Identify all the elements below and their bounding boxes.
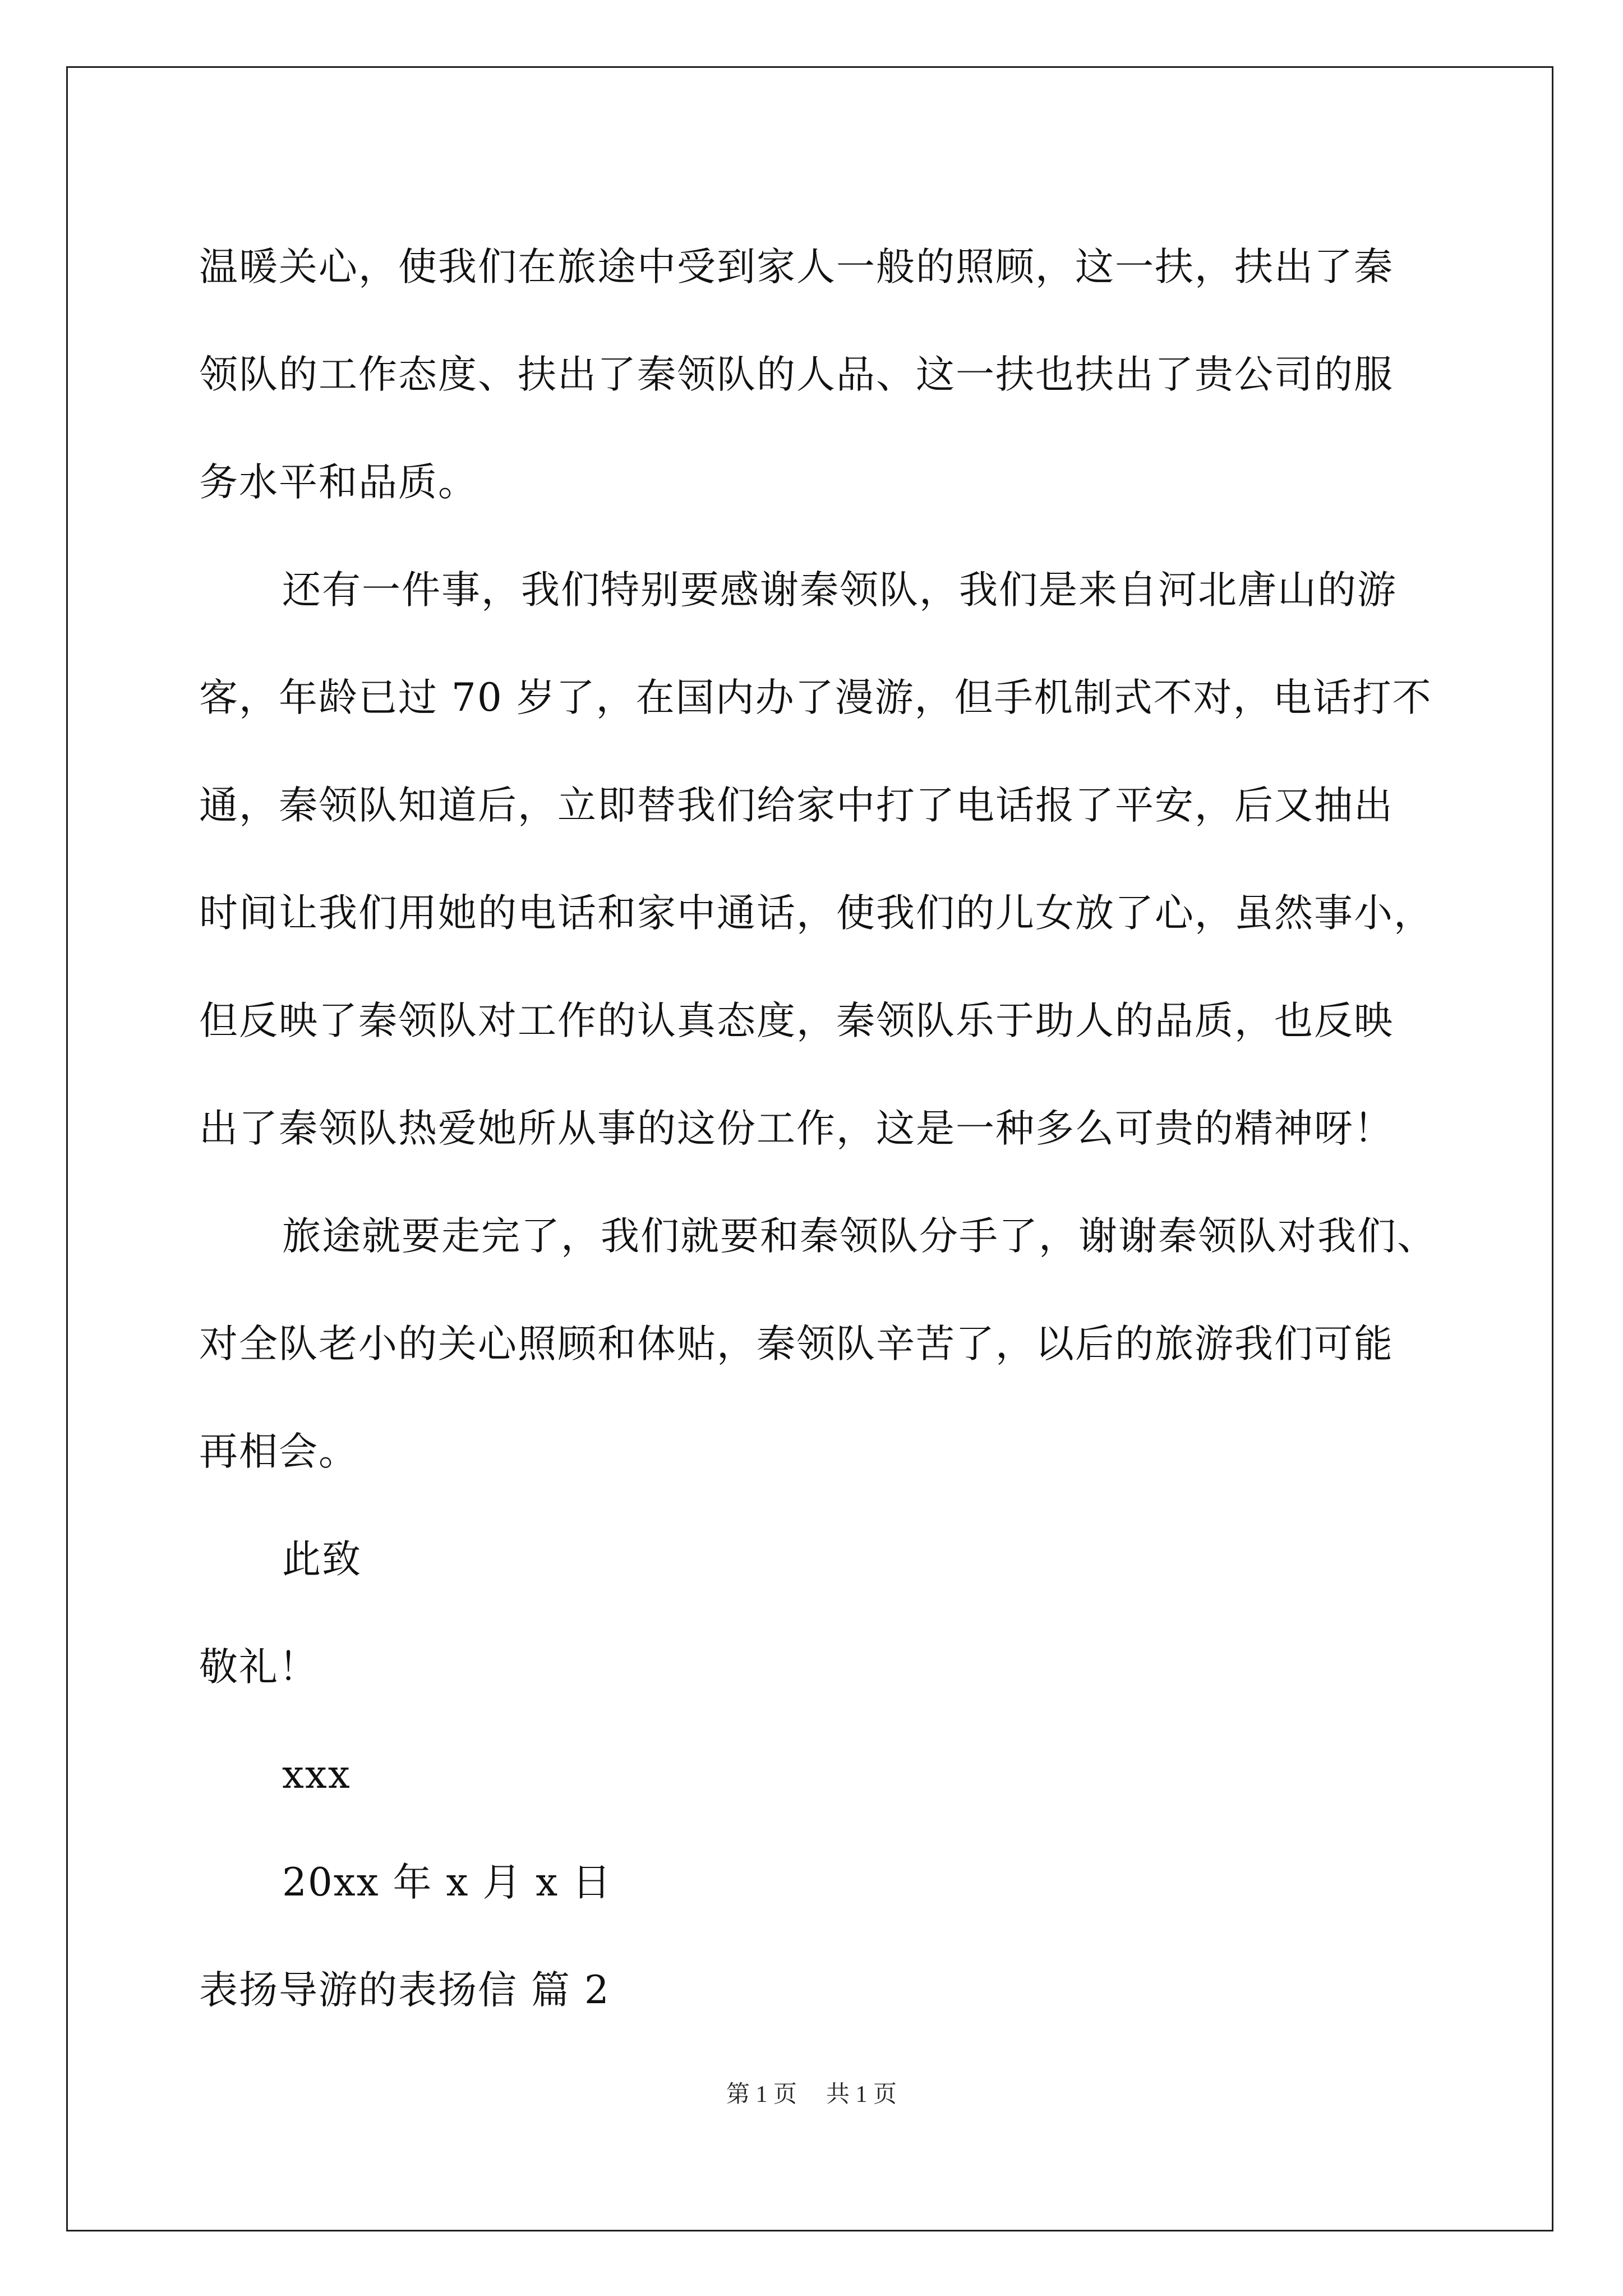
body-line: 务水平和品质。 bbox=[199, 460, 478, 505]
body-line: 出了秦领队热爱她所从事的这份工作，这是一种多么可贵的精神呀！ bbox=[199, 1106, 1394, 1151]
page-footer bbox=[0, 2076, 1623, 2109]
body-line: 通，秦领队知道后，立即替我们给家中打了电话报了平安，后又抽出 bbox=[199, 783, 1394, 828]
body-line: 旅途就要走完了，我们就要和秦领队分手了，谢谢秦领队对我们、 bbox=[282, 1214, 1437, 1259]
body-line: 对全队老小的关心照顾和体贴，秦领队辛苦了，以后的旅游我们可能 bbox=[199, 1322, 1394, 1366]
closing-regards: 敬礼！ bbox=[199, 1645, 319, 1690]
page-number: 第 1 页 bbox=[726, 2082, 797, 2108]
date-line: 20xx 年 x 月 x 日 bbox=[282, 1860, 612, 1905]
body-line: 领队的工作态度、扶出了秦领队的人品、这一扶也扶出了贵公司的服 bbox=[199, 352, 1394, 397]
signature: xxx bbox=[282, 1752, 351, 1797]
letter-body bbox=[199, 213, 1444, 2044]
body-line: 时间让我们用她的电话和家中通话，使我们的儿女放了心，虽然事小， bbox=[199, 891, 1433, 936]
body-line: 客，年龄已过 70 岁了，在国内办了漫游，但手机制式不对，电话打不 bbox=[199, 675, 1432, 720]
body-line: 再相会。 bbox=[199, 1429, 358, 1474]
section-heading: 表扬导游的表扬信 篇 2 bbox=[199, 1968, 610, 2013]
closing-salutation: 此致 bbox=[282, 1537, 362, 1582]
body-line: 但反映了秦领队对工作的认真态度，秦领队乐于助人的品质，也反映 bbox=[199, 999, 1394, 1043]
body-line: 还有一件事，我们特别要感谢秦领队，我们是来自河北唐山的游 bbox=[282, 568, 1397, 613]
page-total: 共 1 页 bbox=[826, 2082, 897, 2108]
body-line: 温暖关心，使我们在旅途中受到家人一般的照顾，这一扶，扶出了秦 bbox=[199, 245, 1394, 289]
